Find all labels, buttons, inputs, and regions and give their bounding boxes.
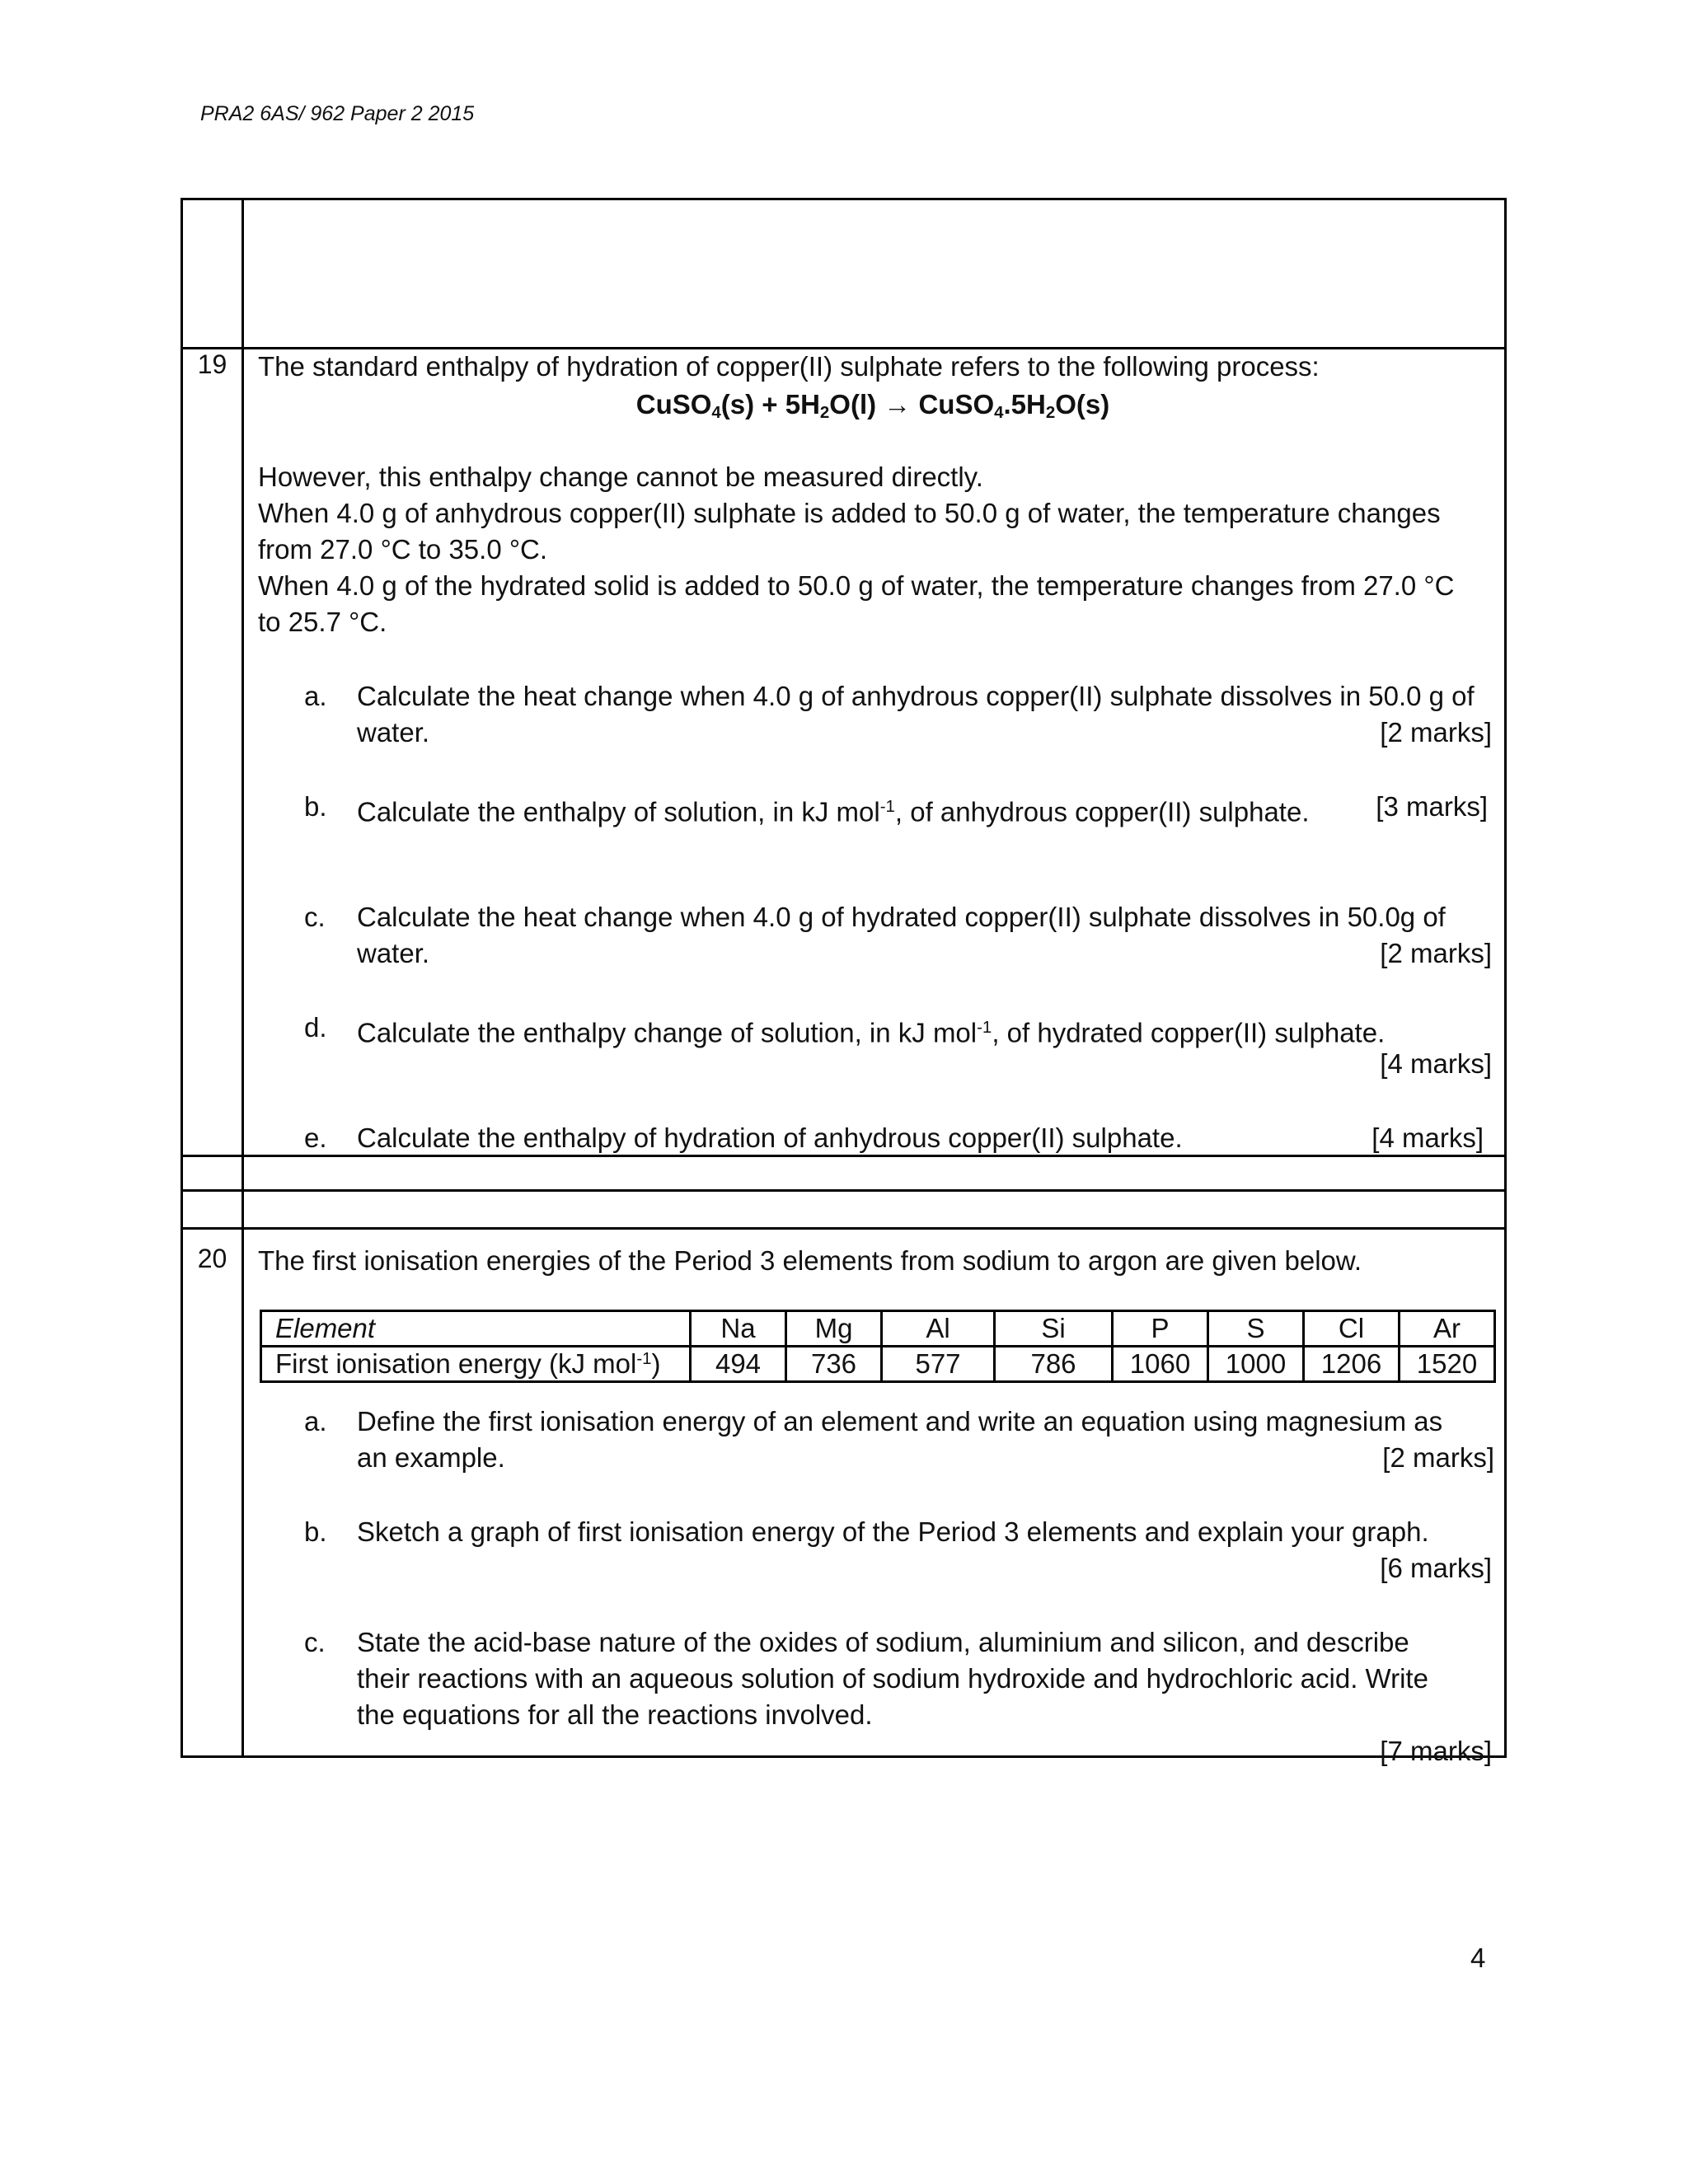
table-cell: 1000 (1208, 1347, 1304, 1382)
q19b-label: b. (304, 791, 327, 822)
q19c-label: c. (304, 902, 326, 932)
q19-intro: The standard enthalpy of hydration of copper(II) sulphate refers to the following process: (258, 351, 1320, 382)
table-cell: Si (995, 1311, 1113, 1347)
q19b-marks: [3 marks] (1376, 791, 1488, 822)
q19-paragraph: to 25.7 °C. (258, 607, 387, 637)
q19c-text: water. (357, 938, 430, 968)
q19d-text: Calculate the enthalpy change of solution, in kJ mol$^{-1}$, of hydrated copper(II) sulphate. (357, 1017, 1386, 1048)
table-cell: Na (691, 1311, 786, 1347)
q19e-marks: [4 marks] (1372, 1122, 1484, 1153)
table-cell: S (1208, 1311, 1304, 1347)
table-row (261, 1347, 1495, 1382)
table-row (261, 1311, 1495, 1347)
q19-paragraph: When 4.0 g of the hydrated solid is added to 50.0 g of water, the temperature changes from 27.0 °C (258, 570, 1455, 601)
q19c-text: Calculate the heat change when 4.0 g of hydrated copper(II) sulphate dissolves in 50.0g of (357, 902, 1446, 932)
table-cell: Mg (786, 1311, 882, 1347)
q20a-label: a. (304, 1406, 327, 1436)
question-number-19: 19 (197, 349, 227, 379)
q19-equation: CuSO$_4$(s) + $5H_2O(l)$ → $CuSO_4.5H_2O(s)$ (635, 389, 1110, 423)
row-divider (183, 1227, 1504, 1230)
q20b-text: Sketch a graph of first ionisation energy of the Period 3 elements and explain your graph. (357, 1516, 1429, 1547)
table-cell: 577 (882, 1347, 995, 1382)
q19-paragraph: When 4.0 g of anhydrous copper(II) sulphate is added to 50.0 g of water, the temperature changes (258, 498, 1441, 528)
page-header: PRA2 6AS/ 962 Paper 2 2015 (200, 102, 475, 125)
table-header-cell: Element (261, 1311, 691, 1347)
q20b-label: b. (304, 1516, 327, 1547)
q20c-text: State the acid-base nature of the oxides of sodium, aluminium and silicon, and describe (357, 1627, 1409, 1657)
q19a-marks: [2 marks] (1380, 717, 1492, 748)
q20c-label: c. (304, 1627, 326, 1657)
table-header-cell: First ionisation energy (kJ mol$^{-1}$) (261, 1347, 691, 1382)
q20c-text: the equations for all the reactions involved. (357, 1699, 873, 1730)
q19-paragraph: However, this enthalpy change cannot be measured directly. (258, 462, 983, 492)
table-cell: 736 (786, 1347, 882, 1382)
table-cell: 786 (995, 1347, 1113, 1382)
q20c-marks: [7 marks] (1380, 1736, 1492, 1766)
q19-paragraph: from 27.0 °C to 35.0 °C. (258, 534, 548, 565)
table-cell: 494 (691, 1347, 786, 1382)
q19b-text: Calculate the enthalpy of solution, in kJ mol$^{-1}$, of anhydrous copper(II) sulphate. (357, 796, 1310, 827)
table-cell: 1060 (1113, 1347, 1208, 1382)
q20a-marks: [2 marks] (1382, 1442, 1494, 1473)
column-divider (241, 200, 244, 1755)
question-table (181, 198, 1507, 1766)
table-cell: P (1113, 1311, 1208, 1347)
q19a-text: water. (357, 717, 430, 748)
q20c-text: their reactions with an aqueous solution of sodium hydroxide and hydrochloric acid. Write (357, 1663, 1428, 1694)
q19e-label: e. (304, 1122, 327, 1153)
q20a-text: Define the first ionisation energy of an element and write an equation using magnesium as (357, 1406, 1443, 1436)
table-cell: Cl (1304, 1311, 1400, 1347)
table-cell: Al (882, 1311, 995, 1347)
q20b-marks: [6 marks] (1380, 1553, 1492, 1583)
table-cell: 1206 (1304, 1347, 1400, 1382)
table-cell: 1520 (1400, 1347, 1495, 1382)
q20-intro: The first ionisation energies of the Period 3 elements from sodium to argon are given below. (258, 1245, 1362, 1276)
q20a-text: an example. (357, 1442, 505, 1473)
ionisation-energy-table (260, 1310, 1496, 1383)
q19e-text: Calculate the enthalpy of hydration of anhydrous copper(II) sulphate. (357, 1122, 1183, 1153)
question-number-20: 20 (197, 1244, 227, 1273)
q19a-label: a. (304, 681, 327, 711)
table-cell: Ar (1400, 1311, 1495, 1347)
page-number: 4 (1470, 1943, 1486, 1973)
q19c-marks: [2 marks] (1380, 938, 1492, 968)
q19d-label: d. (304, 1012, 327, 1043)
q19a-text: Calculate the heat change when 4.0 g of anhydrous copper(II) sulphate dissolves in 50.0 g of (357, 681, 1475, 711)
q19d-marks: [4 marks] (1380, 1048, 1492, 1079)
row-divider (183, 1189, 1504, 1192)
